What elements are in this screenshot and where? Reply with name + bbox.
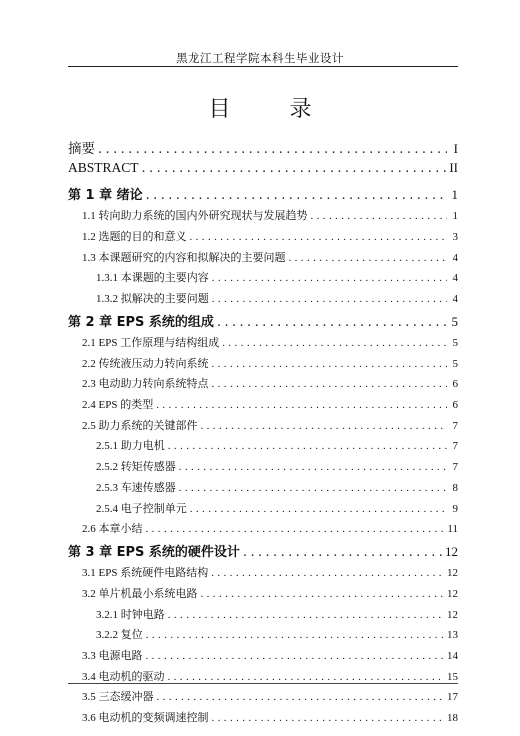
toc-entry-label: 3.3 电源电路 — [82, 650, 143, 663]
toc-entry[interactable] — [68, 334, 458, 355]
toc-entry-page: 7 — [452, 461, 458, 474]
toc-entry-page: 9 — [452, 502, 458, 515]
page-header: 黑龙江工程学院本科生毕业设计 — [176, 51, 344, 65]
toc-leader-dots — [156, 399, 447, 411]
toc-entry-label: 2.6 本章小结 — [82, 523, 143, 536]
toc-entry-label: 2.5.2 转矩传感器 — [96, 461, 176, 474]
toc-entry-label: 2.3 电动助力转向系统特点 — [82, 378, 209, 391]
toc-entry-page: 18 — [447, 712, 458, 725]
toc-entry-label: 2.4 EPS 的类型 — [82, 399, 154, 412]
toc-entry-label: 第 2 章 EPS 系统的组成 — [68, 314, 214, 330]
toc-entry-page: 5 — [452, 337, 458, 349]
toc-leader-dots — [98, 142, 447, 157]
toc-entry-label: 2.1 EPS 工作原理与结构组成 — [82, 337, 220, 349]
toc-leader-dots — [289, 252, 448, 264]
toc-entry-page: 6 — [452, 378, 458, 391]
toc-entry[interactable] — [68, 355, 458, 376]
toc-entry-label: 2.5 助力系统的关键部件 — [82, 419, 198, 432]
toc-leader-dots — [168, 440, 447, 452]
toc-leader-dots — [146, 629, 444, 641]
toc-leader-dots — [222, 337, 447, 349]
toc-leader-dots — [146, 650, 445, 662]
toc-entry-page: 5 — [452, 357, 458, 370]
toc-entry-page: 7 — [452, 419, 458, 432]
toc-entry-label: 摘要 — [68, 141, 95, 156]
toc-leader-dots — [212, 358, 448, 370]
toc-leader-dots — [190, 503, 447, 515]
toc-entry[interactable] — [68, 647, 458, 668]
toc-entry-page: 14 — [447, 650, 458, 663]
toc-leader-dots — [311, 210, 448, 222]
toc-entry-label: ABSTRACT — [68, 160, 139, 176]
toc-entry-page: 15 — [447, 670, 458, 683]
toc-entry-label: 3.4 电动机的驱动 — [82, 670, 165, 683]
toc-leader-dots — [212, 712, 445, 724]
toc-entry-label: 2.5.4 电子控制单元 — [96, 502, 187, 515]
toc-entry-label: 3.2.1 时钟电路 — [96, 608, 165, 621]
toc-entry[interactable] — [68, 137, 458, 160]
toc-entry[interactable] — [68, 479, 458, 500]
toc-leader-dots — [201, 588, 445, 600]
toc-entry-label: 3.2.2 复位 — [96, 629, 143, 642]
toc-entry-label: 1.1 转向助力系统的国内外研究现状与发展趋势 — [82, 210, 308, 223]
toc-entry-page: 1 — [452, 210, 458, 223]
toc-entry-label: 1.3 本课题研究的内容和拟解决的主要问题 — [82, 251, 286, 264]
toc-entry[interactable] — [68, 606, 458, 627]
toc-leader-dots — [212, 378, 448, 390]
toc-entry-page: 12 — [447, 567, 458, 580]
toc-entry-page: 4 — [452, 251, 458, 264]
toc-leader-dots — [217, 315, 447, 330]
toc-entry-page: 12 — [447, 587, 458, 600]
toc-entry-page: 13 — [447, 629, 458, 642]
toc-entry-label: 第 1 章 绪论 — [68, 187, 143, 203]
toc-entry[interactable] — [68, 585, 458, 606]
toc-entry[interactable] — [68, 688, 458, 709]
toc-leader-dots — [168, 671, 445, 683]
toc-entry-label: 3.5 三态缓冲器 — [82, 691, 154, 704]
toc-entry[interactable] — [68, 541, 458, 564]
toc-entry-label: 3.1 EPS 系统硬件电路结构 — [82, 567, 209, 580]
toc-entry-page: II — [449, 160, 458, 176]
toc-entry-page: 6 — [452, 399, 458, 412]
toc-entry-page: 4 — [452, 292, 458, 305]
toc-entry[interactable] — [68, 311, 458, 334]
toc-entry-page: I — [453, 141, 458, 156]
toc-entry-label: 1.3.2 拟解决的主要问题 — [96, 292, 209, 305]
header-rule — [68, 66, 458, 67]
toc-entry[interactable] — [68, 228, 458, 249]
toc-entry-page: 12 — [447, 608, 458, 621]
toc-entry[interactable] — [68, 396, 458, 417]
toc-leader-dots — [157, 691, 445, 703]
toc-entry-label: 第 3 章 EPS 系统的硬件设计 — [68, 544, 240, 560]
footer-rule — [68, 683, 458, 684]
toc-entry-page: 8 — [452, 481, 458, 494]
toc-entry[interactable] — [68, 184, 458, 207]
toc-entry-page: 11 — [447, 523, 458, 536]
toc-entry-page: 5 — [451, 313, 458, 329]
toc-entry[interactable] — [68, 417, 458, 438]
toc-leader-dots — [201, 420, 448, 432]
toc-leader-dots — [211, 567, 444, 579]
toc-leader-dots — [212, 293, 447, 305]
toc-entry[interactable] — [68, 375, 458, 396]
toc-entry-page: 7 — [452, 440, 458, 453]
toc-entry-label: 1.2 选题的目的和意义 — [82, 230, 187, 243]
toc-leader-dots — [190, 231, 448, 243]
toc-entry[interactable] — [68, 437, 458, 458]
toc-leader-dots — [243, 545, 442, 560]
toc-entry[interactable] — [68, 520, 458, 541]
toc-entry[interactable] — [68, 626, 458, 647]
page-title: 目 录 — [208, 97, 338, 122]
toc-entry[interactable] — [68, 668, 458, 689]
toc-leader-dots — [212, 272, 447, 284]
toc-entry-label: 3.2 单片机最小系统电路 — [82, 587, 198, 600]
toc-entry-page: 1 — [451, 186, 458, 202]
toc-leader-dots — [179, 461, 447, 473]
toc-leader-dots — [142, 161, 447, 176]
toc-entry-page: 17 — [447, 691, 458, 704]
toc-entry-label: 1.3.1 本课题的主要内容 — [96, 272, 209, 285]
toc-entry-label: 2.5.3 车速传感器 — [96, 481, 176, 494]
toc-entry[interactable] — [68, 290, 458, 311]
toc-leader-dots — [146, 188, 447, 203]
toc-entry-page: 3 — [452, 230, 458, 243]
toc-entry-page: 4 — [452, 272, 458, 285]
toc-entry[interactable] — [68, 207, 458, 228]
toc-entry[interactable] — [68, 269, 458, 290]
table-of-contents — [68, 137, 458, 730]
toc-entry[interactable] — [68, 500, 458, 521]
toc-entry-label: 3.6 电动机的变频调速控制 — [82, 712, 209, 725]
toc-entry-label: 2.2 传统液压动力转向系统 — [82, 357, 209, 370]
toc-leader-dots — [146, 523, 445, 535]
toc-entry[interactable] — [68, 564, 458, 585]
toc-entry[interactable] — [68, 249, 458, 270]
toc-leader-dots — [179, 482, 447, 494]
toc-leader-dots — [168, 609, 444, 621]
toc-entry[interactable] — [68, 458, 458, 479]
toc-entry[interactable] — [68, 709, 458, 730]
toc-entry-page: 12 — [445, 543, 458, 559]
toc-entry[interactable] — [68, 160, 458, 183]
toc-entry-label: 2.5.1 助力电机 — [96, 440, 165, 453]
